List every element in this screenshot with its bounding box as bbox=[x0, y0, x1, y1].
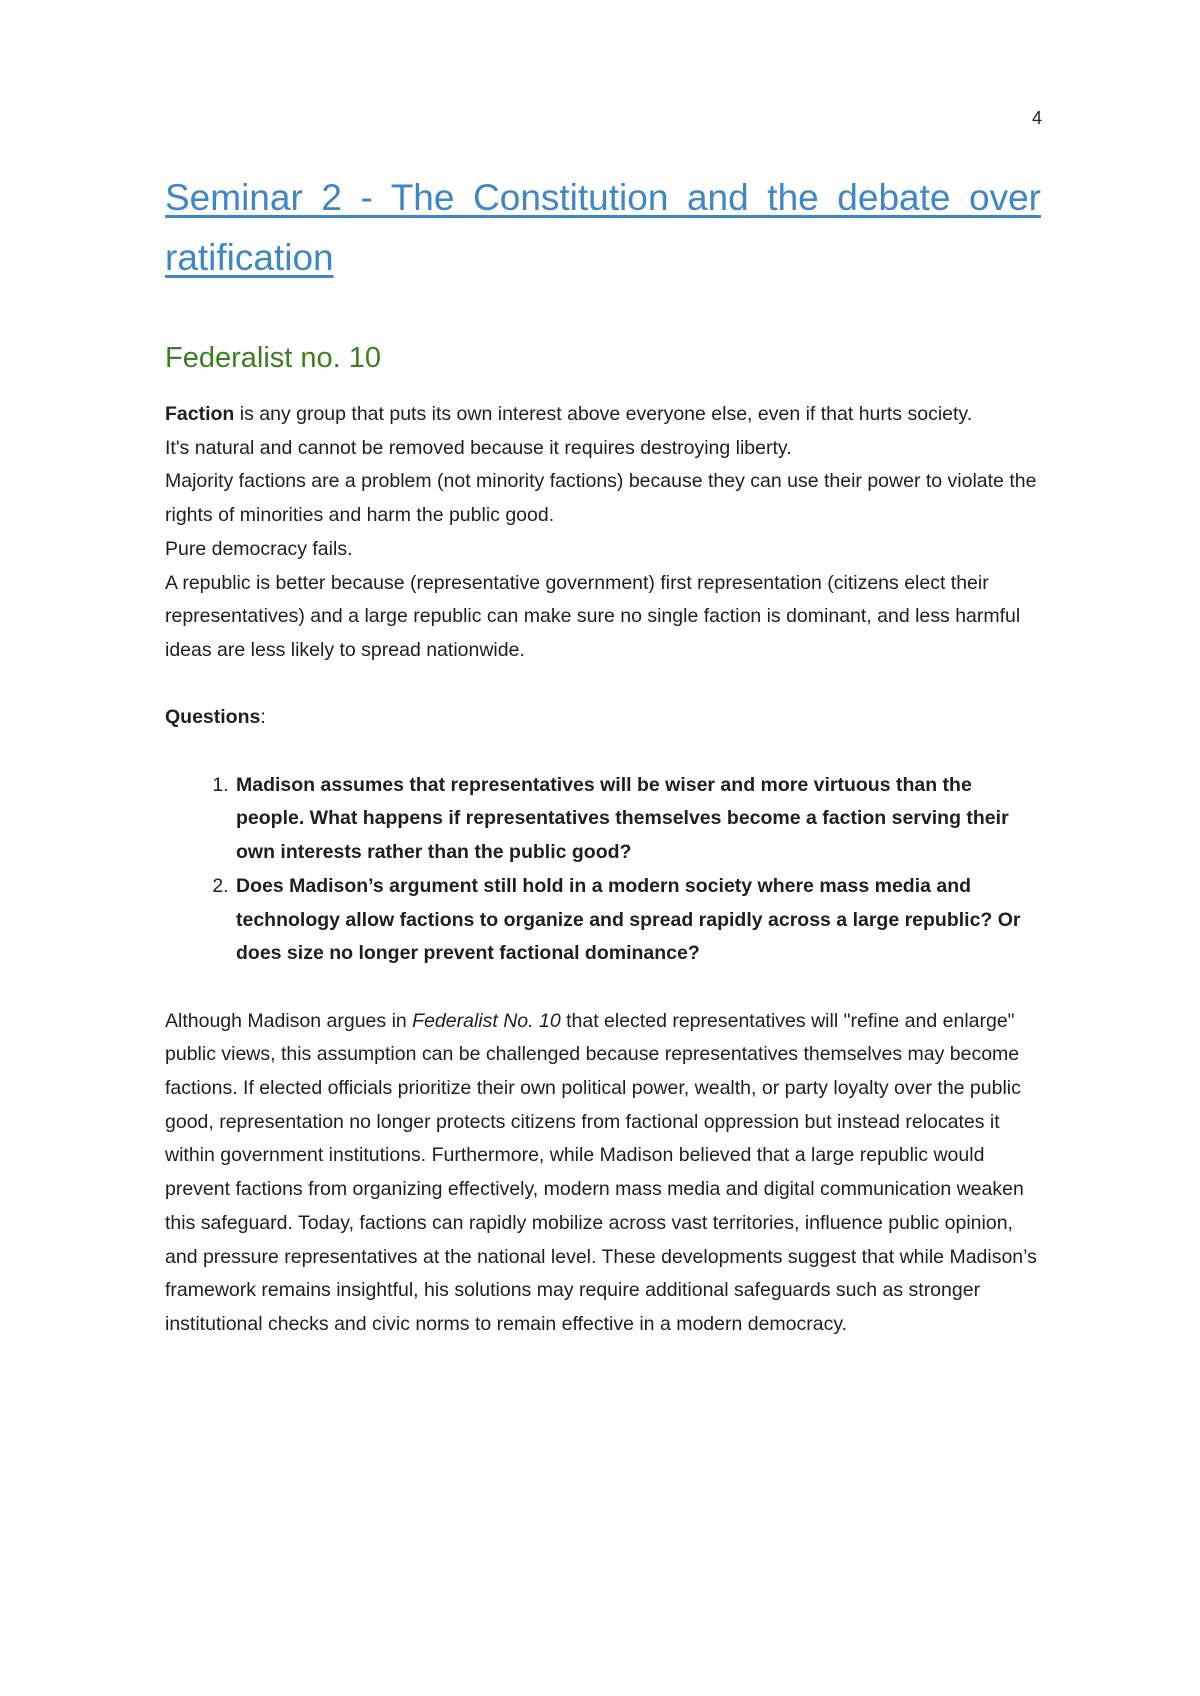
note-line: Majority factions are a problem (not minority factions) because they can use their power to violate the rights of minorities and harm the public good. bbox=[165, 470, 1037, 527]
questions-heading bbox=[165, 701, 1041, 735]
note-line: It's natural and cannot be removed because it requires destroying liberty. bbox=[165, 436, 792, 459]
definition-text: is any group that puts its own interest above everyone else, even if that hurts society. bbox=[234, 403, 973, 425]
questions-list bbox=[165, 769, 1041, 971]
question-item: 1. Madison assumes that representatives will be wiser and more virtuous than the people. What happens if representatives themselves become a faction serving their own interests rather than the public good? bbox=[234, 769, 1041, 870]
question-item: 2. Does Madison’s argument still hold in a modern society where mass media and technology allow factions to organize and spread rapidly across a large republic? Or does size no longer prevent factional dominance? bbox=[234, 870, 1041, 971]
page-title[interactable]: Seminar 2 - The Constitution and the debate over ratification bbox=[165, 177, 1041, 278]
note-line: A republic is better because (representative government) first representation (citizens elect their representatives) and a large republic can make sure no single faction is dominant, and less harmful ideas are less likely to spread nationwide. bbox=[165, 571, 1021, 661]
document-body bbox=[165, 168, 1041, 1342]
faction-definition bbox=[165, 398, 1041, 432]
definition-term: Faction bbox=[165, 403, 235, 425]
answer-paragraph bbox=[165, 1005, 1041, 1342]
questions-colon: : bbox=[260, 706, 266, 729]
section-heading: Federalist no. 10 bbox=[165, 342, 382, 374]
questions-label: Questions bbox=[165, 706, 261, 729]
page-number: 4 bbox=[1031, 108, 1042, 128]
note-line: Pure democracy fails. bbox=[165, 537, 353, 560]
answer-text-rest: that elected representatives will "refine and enlarge" public views, this assumption can be challenged because representatives themselves may become factions. If elected officials prioritize their own political power, wealth, or party loyalty over the public good, representation no longer protects citizens from factional oppression but instead relocates it within government institutions. Furthermore, while Madison believed that a large republic would prevent factions from organizing effectively, modern mass media and digital communication weaken this safeguard. Today, factions can rapidly mobilize across vast territories, influence public opinion, and pressure representatives at the national level. These developments suggest that while Madison’s framework remains insightful, his solutions may require additional safeguards such as stronger institutional checks and civic norms to remain effective in a modern democracy. bbox=[165, 1009, 1037, 1335]
answer-text-start: Although Madison argues in bbox=[165, 1009, 413, 1032]
answer-italic-title: Federalist No. 10 bbox=[412, 1009, 561, 1032]
